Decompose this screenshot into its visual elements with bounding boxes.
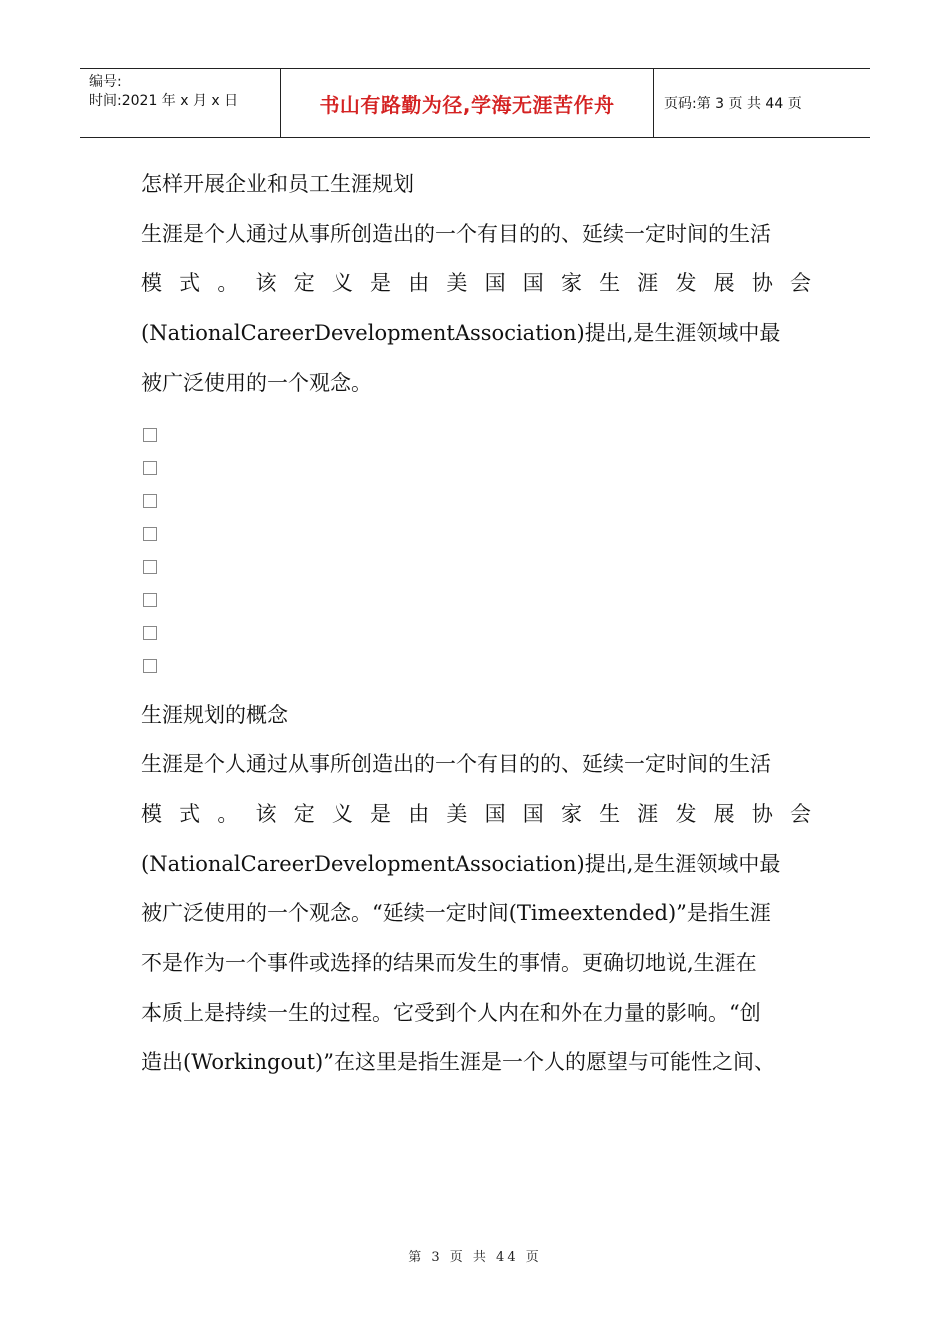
header-page-cell: [654, 69, 870, 137]
missing-glyph-box: [143, 527, 157, 541]
time-label: 时间:2021 年 x 月 x 日: [89, 93, 239, 109]
document-header: [80, 68, 870, 138]
paragraph-line: 生涯是个人通过从事所创造出的一个有目的的、延续一定时间的生活: [141, 221, 771, 246]
missing-glyph-box: [143, 626, 157, 640]
document-body: [141, 160, 811, 1088]
paragraph-line: 被广泛使用的一个观念。“延续一定时间(Timeextended)”是指生涯: [141, 901, 771, 926]
section-title: 怎样开展企业和员工生涯规划: [141, 172, 414, 196]
paragraph-line: (NationalCareerDevelopmentAssociation)提出,是生涯领域中最: [141, 321, 781, 346]
number-label: 编号:: [89, 74, 122, 90]
paragraph-line: 模式。该定义是由美国国家生涯发展协会: [141, 271, 811, 296]
paragraph-line: 造出(Workingout)”在这里是指生涯是一个人的愿望与可能性之间、: [141, 1050, 775, 1075]
paragraph-line: (NationalCareerDevelopmentAssociation)提出,是生涯领域中最: [141, 851, 781, 876]
missing-glyph-box: [143, 494, 157, 508]
missing-glyph-box: [143, 461, 157, 475]
paragraph-line: 模式。该定义是由美国国家生涯发展协会: [141, 801, 811, 826]
page-footer: 第 3 页 共 44 页: [408, 1250, 542, 1265]
header-motto-cell: [281, 69, 654, 137]
missing-glyph-box: [143, 560, 157, 574]
missing-glyph-box: [143, 659, 157, 673]
header-meta-cell: [80, 69, 281, 137]
missing-glyph-box: [143, 428, 157, 442]
motto-text: 书山有路勤为径,学海无涯苦作舟: [319, 92, 615, 117]
paragraph-line: 被广泛使用的一个观念。: [141, 370, 372, 395]
page-label: 页码:第 3 页 共 44 页: [664, 96, 802, 112]
section-title: 生涯规划的概念: [141, 702, 288, 727]
paragraph-line: 生涯是个人通过从事所创造出的一个有目的的、延续一定时间的生活: [141, 752, 771, 777]
paragraph-line: 不是作为一个事件或选择的结果而发生的事情。更确切地说,生涯在: [141, 951, 757, 976]
paragraph-line: 本质上是持续一生的过程。它受到个人内在和外在力量的影响。“创: [141, 1000, 761, 1025]
missing-glyph-box: [143, 593, 157, 607]
